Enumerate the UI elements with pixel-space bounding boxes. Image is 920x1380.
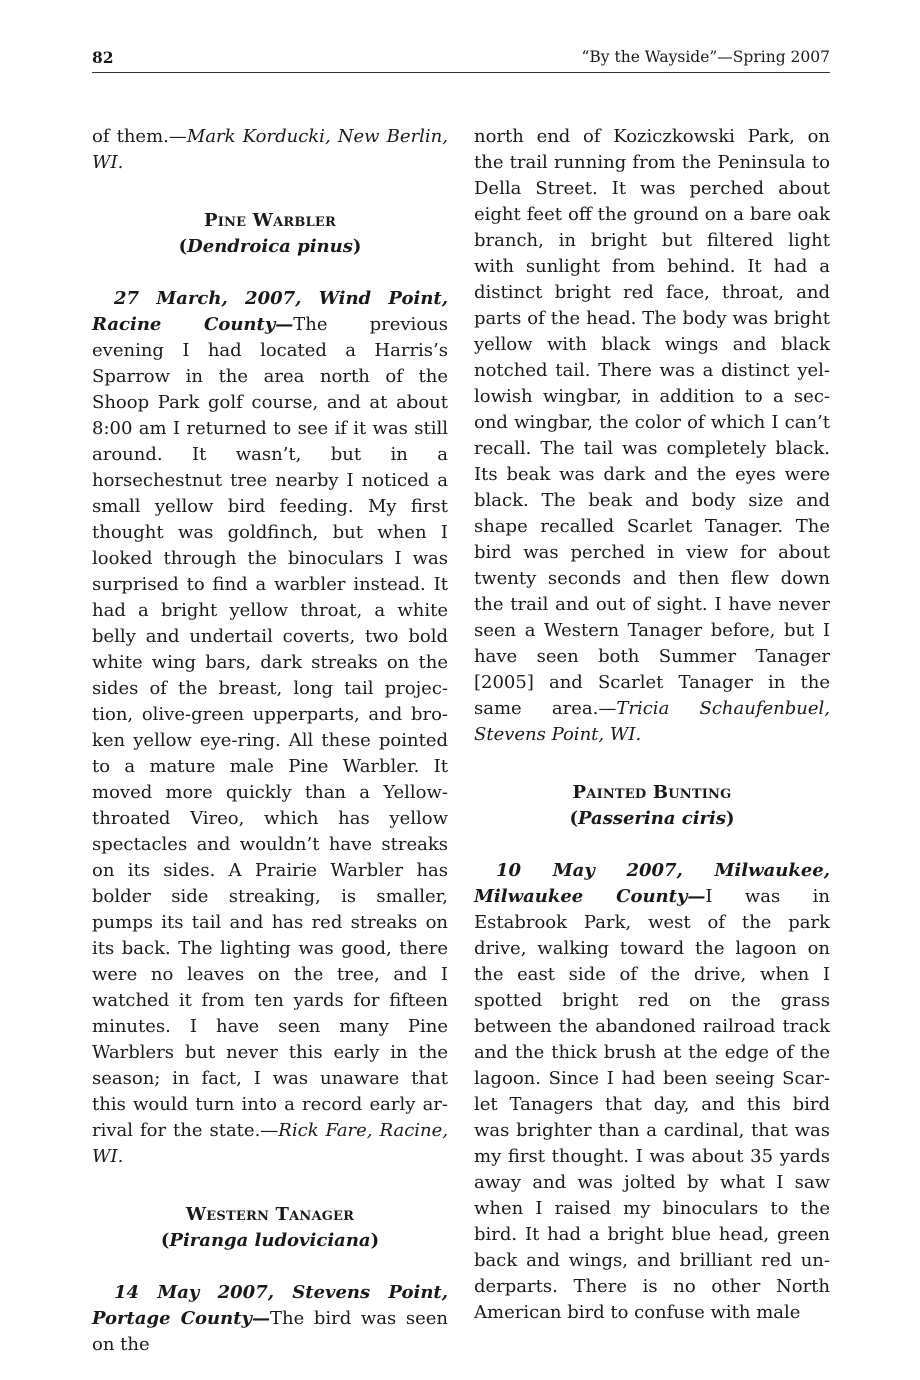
painted-bunting-scientific-name: (Passerina ciris) xyxy=(569,808,735,829)
page-header xyxy=(92,48,830,70)
western-tanager-heading xyxy=(92,1202,448,1254)
western-tanager-continued xyxy=(474,124,830,748)
pine-warbler-dateline: 27 March, 2007, Wind Point, Racine County— xyxy=(92,288,448,335)
header-rule xyxy=(92,72,830,73)
western-tanager-common-name: Western Tanager xyxy=(185,1204,355,1225)
running-title: “By the Wayside”—Spring 2007 xyxy=(581,48,830,66)
pine-warbler-scientific-name: (Dendroica pinus) xyxy=(178,236,362,257)
western-tanager-signature: Tricia Schaufenbuel, Stevens Point, WI. xyxy=(474,698,830,745)
pine-warbler-body: The previous evening I had located a Harris’s Sparrow in the area north of the Shoop Park golf course, and at about 8:00 am I returned to see if it was still around. It wasn’t, but in a horsechestnut tree nearby I noticed a small yellow bird feeding. My first thought was goldfinch, but when I looked through the binoculars I was surprised to find a warbler instead. It had a bright yellow throat, a white belly and undertail coverts, two bold white wing bars, dark streaks on the sides of the breast, long tail projection, olive-green upperparts, and broken yellow eye-ring. All these pointed to a mature male Pine Warbler. It moved more quickly than a Yellow-throated Vireo, which has yellow spectacles and wouldn’t have streaks on its sides. A Prairie Warbler has bolder side streaking, is smaller, pumps its tail and has red streaks on its back. The lighting was good, there were no leaves on the tree, and I watched it from ten yards for fifteen minutes. I have seen many Pine Warblers but never this early in the season; in fact, I was unaware that this would turn into a record early arrival for the state.— xyxy=(92,314,448,1141)
western-tanager-continued-text: north end of Koziczkowski Park, on the trail running from the Peninsula to Della Street. It was perched about eight feet off the ground on a bare oak branch, in bright but filtered light with sunlight from behind. It had a distinct bright red face, throat, and parts of the head. The body was bright yellow with black wings and black notched tail. There was a distinct yellowish wingbar, in addition to a second wingbar, the color of which I can’t recall. The tail was completely black. Its beak was dark and the eyes were black. The beak and body size and shape recalled Scarlet Tanager. The bird was perched in view for about twenty seconds and then flew down the trail and out of sight. I have never seen a Western Tanager before, but I have seen both Summer Tanager [2005] and Scarlet Tanager in the same area.— xyxy=(474,126,830,719)
left-column xyxy=(92,124,448,1358)
painted-bunting-body: I was in Estabrook Park, west of the park drive, walking toward the lagoon on the east side of the drive, when I spotted bright red on the grass between the abandoned railroad track and the thick brush at the edge of the lagoon. Since I had been seeing Scarlet Tanagers that day, and this bird was brighter than a cardinal, that was my first thought. I was about 35 yards away and was jolted by what I saw when I raised my binoculars to the bird. It had a bright blue head, green back and wings, and brilliant red underparts. There is no other North American bird to confuse with male xyxy=(474,886,830,1323)
pine-warbler-heading xyxy=(92,208,448,260)
western-tanager-dateline: 14 May 2007, Stevens Point, Portage County— xyxy=(92,1282,448,1329)
pine-warbler-signature: Rick Fare, Racine, WI. xyxy=(92,1120,448,1167)
right-column xyxy=(474,124,830,1326)
painted-bunting-dateline: 10 May 2007, Milwaukee, Milwaukee County— xyxy=(474,860,830,907)
western-tanager-body-start: The bird was seen on the xyxy=(92,1308,448,1355)
painted-bunting-report xyxy=(474,858,830,1326)
continuation-text: of them.— xyxy=(92,126,187,147)
pine-warbler-common-name: Pine Warbler xyxy=(203,210,337,231)
western-tanager-report xyxy=(92,1280,448,1358)
painted-bunting-common-name: Painted Bunting xyxy=(572,782,732,803)
western-tanager-scientific-name: (Piranga ludoviciana) xyxy=(160,1230,380,1251)
page-number: 82 xyxy=(92,48,114,67)
continuation-paragraph xyxy=(92,124,448,176)
pine-warbler-report xyxy=(92,286,448,1170)
painted-bunting-heading xyxy=(474,780,830,832)
continuation-signature: Mark Korducki, New Berlin, WI. xyxy=(92,126,448,173)
